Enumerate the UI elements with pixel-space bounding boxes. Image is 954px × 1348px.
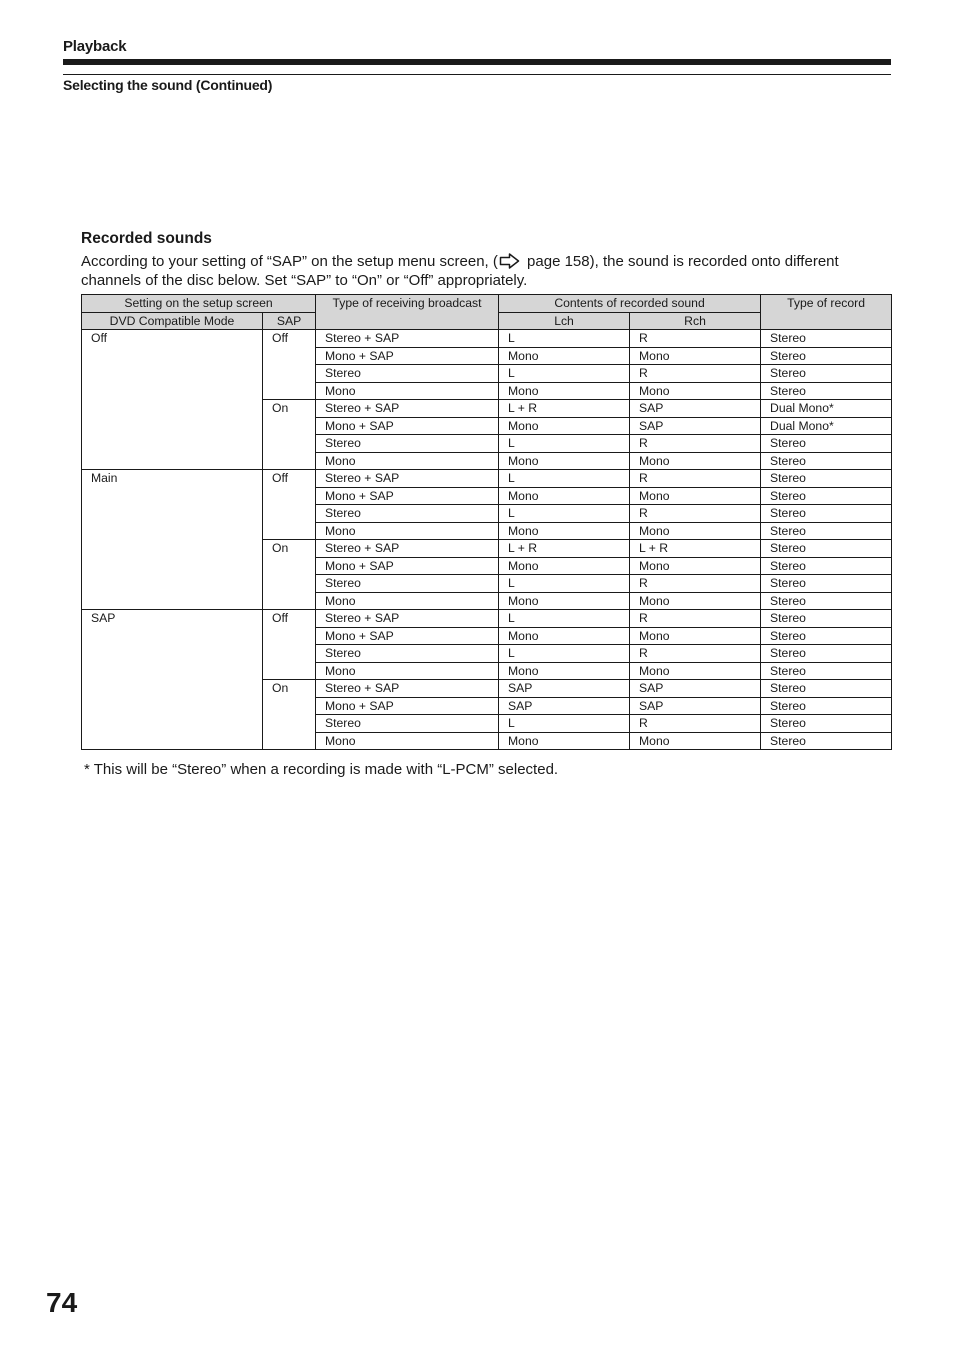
cell-lch: L <box>499 505 630 523</box>
cell-rch: R <box>630 715 761 733</box>
cell-broadcast: Mono <box>316 452 499 470</box>
cell-lch: L <box>499 330 630 348</box>
cell-record-type: Stereo <box>761 715 892 733</box>
cell-rch: Mono <box>630 592 761 610</box>
cell-broadcast: Mono <box>316 382 499 400</box>
cell-rch: Mono <box>630 557 761 575</box>
cell-broadcast: Stereo <box>316 435 499 453</box>
cell-broadcast: Stereo <box>316 575 499 593</box>
cell-lch: L <box>499 610 630 628</box>
cell-rch: R <box>630 330 761 348</box>
cell-lch: Mono <box>499 627 630 645</box>
cell-rch: R <box>630 470 761 488</box>
cell-dvd-mode: SAP <box>82 610 263 750</box>
cell-record-type: Stereo <box>761 330 892 348</box>
table-row <box>82 610 892 628</box>
cell-record-type: Stereo <box>761 557 892 575</box>
cell-broadcast: Stereo + SAP <box>316 330 499 348</box>
cell-rch: Mono <box>630 662 761 680</box>
header-sap: SAP <box>263 312 316 330</box>
header-contents: Contents of recorded sound <box>499 295 761 313</box>
cell-record-type: Stereo <box>761 627 892 645</box>
cell-broadcast: Mono <box>316 662 499 680</box>
cell-record-type: Stereo <box>761 540 892 558</box>
recorded-sounds-table <box>81 294 892 750</box>
subsection-title: Selecting the sound (Continued) <box>63 77 273 93</box>
intro-paragraph <box>81 252 896 290</box>
header-broadcast: Type of receiving broadcast <box>316 295 499 330</box>
cell-lch: Mono <box>499 592 630 610</box>
cell-rch: R <box>630 435 761 453</box>
cell-broadcast: Mono + SAP <box>316 487 499 505</box>
cell-broadcast: Mono <box>316 592 499 610</box>
cell-record-type: Stereo <box>761 732 892 750</box>
cell-record-type: Dual Mono* <box>761 400 892 418</box>
cell-broadcast: Stereo <box>316 645 499 663</box>
cell-lch: L <box>499 645 630 663</box>
cell-lch: L <box>499 365 630 383</box>
cell-rch: SAP <box>630 680 761 698</box>
section-heading: Recorded sounds <box>81 230 212 247</box>
cell-record-type: Stereo <box>761 382 892 400</box>
cell-lch: L <box>499 435 630 453</box>
cell-lch: Mono <box>499 487 630 505</box>
cell-rch: L + R <box>630 540 761 558</box>
cell-rch: SAP <box>630 400 761 418</box>
cell-record-type: Stereo <box>761 487 892 505</box>
cell-rch: Mono <box>630 487 761 505</box>
header-record-type: Type of record <box>761 295 892 330</box>
table-body <box>82 330 892 750</box>
cell-record-type: Stereo <box>761 522 892 540</box>
cell-rch: SAP <box>630 697 761 715</box>
cell-lch: Mono <box>499 382 630 400</box>
page-number: 74 <box>46 1287 78 1318</box>
cell-broadcast: Stereo + SAP <box>316 400 499 418</box>
header-rule-thin <box>63 74 891 75</box>
section-label: Playback <box>63 38 127 55</box>
cell-broadcast: Stereo + SAP <box>316 610 499 628</box>
cell-lch: L <box>499 575 630 593</box>
header-rch: Rch <box>630 312 761 330</box>
cell-broadcast: Mono + SAP <box>316 697 499 715</box>
cell-record-type: Stereo <box>761 365 892 383</box>
cell-sap-setting: On <box>263 680 316 750</box>
cell-record-type: Stereo <box>761 452 892 470</box>
cell-lch: Mono <box>499 557 630 575</box>
cell-record-type: Stereo <box>761 697 892 715</box>
cell-dvd-mode: Main <box>82 470 263 610</box>
cell-broadcast: Mono <box>316 522 499 540</box>
cell-broadcast: Mono <box>316 732 499 750</box>
cell-broadcast: Stereo + SAP <box>316 540 499 558</box>
header-rule-thick <box>63 59 891 65</box>
cell-record-type: Stereo <box>761 347 892 365</box>
cell-lch: Mono <box>499 732 630 750</box>
arrow-right-icon <box>499 253 520 269</box>
cell-rch: Mono <box>630 382 761 400</box>
cell-rch: Mono <box>630 522 761 540</box>
cell-record-type: Stereo <box>761 662 892 680</box>
cell-broadcast: Stereo + SAP <box>316 470 499 488</box>
cell-lch: L + R <box>499 540 630 558</box>
cell-lch: L + R <box>499 400 630 418</box>
cell-rch: Mono <box>630 627 761 645</box>
cell-record-type: Stereo <box>761 610 892 628</box>
cell-record-type: Stereo <box>761 470 892 488</box>
table-row <box>82 470 892 488</box>
cell-broadcast: Stereo <box>316 365 499 383</box>
cell-lch: Mono <box>499 452 630 470</box>
header-setting: Setting on the setup screen <box>82 295 316 313</box>
cell-rch: R <box>630 610 761 628</box>
footnote: * This will be “Stereo” when a recording is made with “L-PCM” selected. <box>84 761 559 778</box>
cell-record-type: Stereo <box>761 680 892 698</box>
cell-lch: Mono <box>499 522 630 540</box>
intro-text-end: page 158), the sound is recorded onto different channels of the disc below. Set “SAP” to “On” or “Off” appropriately. <box>81 253 839 289</box>
cell-lch: Mono <box>499 347 630 365</box>
cell-broadcast: Mono + SAP <box>316 627 499 645</box>
cell-rch: SAP <box>630 417 761 435</box>
cell-rch: R <box>630 505 761 523</box>
cell-broadcast: Mono + SAP <box>316 417 499 435</box>
header-dvd-mode: DVD Compatible Mode <box>82 312 263 330</box>
cell-record-type: Stereo <box>761 505 892 523</box>
cell-broadcast: Stereo + SAP <box>316 680 499 698</box>
cell-broadcast: Stereo <box>316 505 499 523</box>
intro-text-start: According to your setting of “SAP” on the setup menu screen, ( <box>81 253 498 270</box>
cell-lch: Mono <box>499 417 630 435</box>
cell-lch: Mono <box>499 662 630 680</box>
cell-record-type: Dual Mono* <box>761 417 892 435</box>
cell-rch: Mono <box>630 347 761 365</box>
cell-rch: R <box>630 645 761 663</box>
cell-broadcast: Stereo <box>316 715 499 733</box>
table-row <box>82 330 892 348</box>
cell-record-type: Stereo <box>761 575 892 593</box>
cell-lch: L <box>499 470 630 488</box>
cell-sap-setting: Off <box>263 330 316 400</box>
cell-lch: SAP <box>499 697 630 715</box>
cell-rch: R <box>630 365 761 383</box>
cell-lch: SAP <box>499 680 630 698</box>
cell-sap-setting: Off <box>263 470 316 540</box>
cell-dvd-mode: Off <box>82 330 263 470</box>
cell-lch: L <box>499 715 630 733</box>
cell-rch: R <box>630 575 761 593</box>
cell-record-type: Stereo <box>761 435 892 453</box>
cell-sap-setting: Off <box>263 610 316 680</box>
header-lch: Lch <box>499 312 630 330</box>
cell-rch: Mono <box>630 732 761 750</box>
cell-sap-setting: On <box>263 400 316 470</box>
cell-rch: Mono <box>630 452 761 470</box>
cell-record-type: Stereo <box>761 645 892 663</box>
cell-broadcast: Mono + SAP <box>316 557 499 575</box>
cell-record-type: Stereo <box>761 592 892 610</box>
cell-sap-setting: On <box>263 540 316 610</box>
cell-broadcast: Mono + SAP <box>316 347 499 365</box>
